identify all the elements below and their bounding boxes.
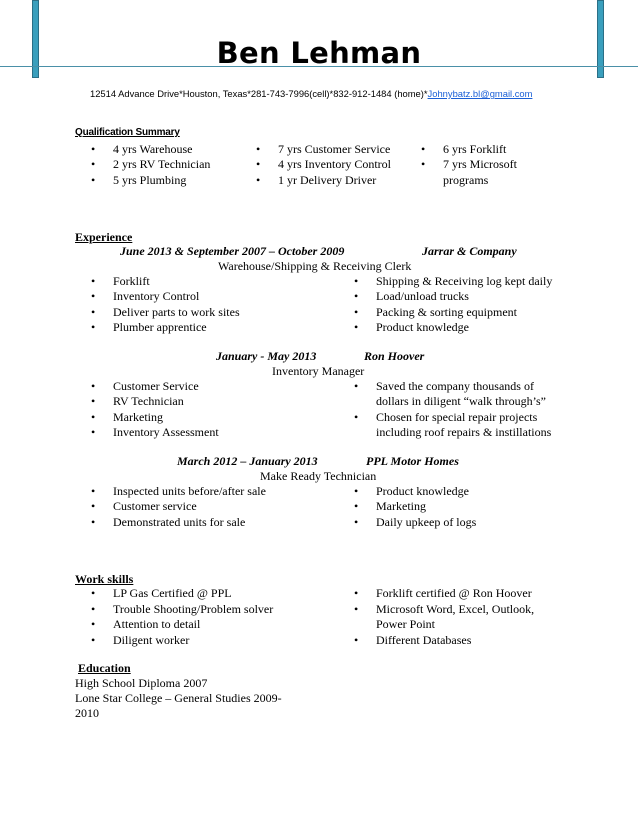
list-item: • 4 yrs Warehouse (91, 142, 241, 157)
list-item: • Marketing (91, 410, 331, 425)
list-item: • Saved the company thousands of dollars in diligent “walk through’s” (354, 379, 554, 410)
job-2-company: Ron Hoover (364, 349, 425, 363)
list-item: • Packing & sorting equipment (354, 305, 574, 320)
work-skills-left (91, 586, 341, 648)
list-item: • Forklift certified @ Ron Hoover (354, 586, 554, 602)
work-skills-right (354, 586, 554, 648)
job-2-title: Inventory Manager (272, 364, 365, 378)
job-3-title: Make Ready Technician (260, 469, 377, 483)
resume-name: Ben Lehman (216, 36, 422, 70)
qualification-list-3 (421, 142, 529, 188)
list-item: • Customer Service (91, 379, 331, 394)
list-item: • 4 yrs Inventory Control (256, 157, 416, 172)
education-line-1: High School Diploma 2007 (75, 676, 208, 690)
list-item: • 7 yrs Customer Service (256, 142, 416, 157)
education-line-3: 2010 (75, 706, 99, 720)
list-item: • Inspected units before/after sale (91, 484, 341, 499)
job-3-duties-right (354, 484, 554, 530)
list-item: • Plumber apprentice (91, 320, 341, 335)
job-1-duties-right (354, 274, 574, 336)
list-item: • RV Technician (91, 394, 331, 409)
list-item: • Daily upkeep of logs (354, 515, 554, 530)
list-item: • 1 yr Delivery Driver (256, 173, 416, 188)
list-item: • Chosen for special repair projects including roof repairs & instillations (354, 410, 554, 441)
qualification-list-1 (91, 142, 241, 188)
list-item: • Inventory Control (91, 289, 341, 304)
list-item: • Diligent worker (91, 633, 341, 649)
list-item: • Microsoft Word, Excel, Outlook, Power Point (354, 602, 554, 633)
list-item: • 7 yrs Microsoft programs (421, 157, 529, 188)
list-item: • Shipping & Receiving log kept daily (354, 274, 574, 289)
list-item: • Attention to detail (91, 617, 341, 633)
qualification-heading: Qualification Summary (75, 127, 180, 138)
list-item: • Marketing (354, 499, 554, 514)
job-3-dates: March 2012 – January 2013 (177, 454, 318, 468)
job-2-duties-left (91, 379, 331, 441)
list-item: • Trouble Shooting/Problem solver (91, 602, 341, 618)
list-item: • LP Gas Certified @ PPL (91, 586, 341, 602)
list-item: • Demonstrated units for sale (91, 515, 341, 530)
contact-text: 12514 Advance Drive*Houston, Texas*281-743-7996(cell)*832-912-1484 (home)* (90, 88, 428, 99)
education-heading: Education (78, 661, 131, 675)
list-item: • Forklift (91, 274, 341, 289)
job-1-company: Jarrar & Company (422, 244, 517, 258)
list-item: • 5 yrs Plumbing (91, 173, 241, 188)
list-item: • Inventory Assessment (91, 425, 331, 440)
list-item: • 2 yrs RV Technician (91, 157, 241, 172)
list-item: • 6 yrs Forklift (421, 142, 529, 157)
list-item: • Load/unload trucks (354, 289, 574, 304)
email-link[interactable]: Johnybatz.bl@gmail.com (427, 88, 533, 99)
job-2-duties-right (354, 379, 554, 441)
list-item: • Customer service (91, 499, 341, 514)
list-item: • Product knowledge (354, 484, 554, 499)
contact-line (90, 88, 532, 99)
job-1-dates: June 2013 & September 2007 – October 2009 (120, 244, 345, 258)
job-1-title: Warehouse/Shipping & Receiving Clerk (218, 259, 412, 273)
experience-heading: Experience (75, 230, 133, 244)
job-2-dates: January - May 2013 (216, 349, 317, 363)
list-item: • Product knowledge (354, 320, 574, 335)
education-line-2: Lone Star College – General Studies 2009- (75, 691, 282, 705)
list-item: • Deliver parts to work sites (91, 305, 341, 320)
job-3-duties-left (91, 484, 341, 530)
qualification-list-2 (256, 142, 416, 188)
job-1-duties-left (91, 274, 341, 336)
work-skills-heading: Work skills (75, 572, 134, 586)
list-item: • Different Databases (354, 633, 554, 649)
job-3-company: PPL Motor Homes (366, 454, 459, 468)
